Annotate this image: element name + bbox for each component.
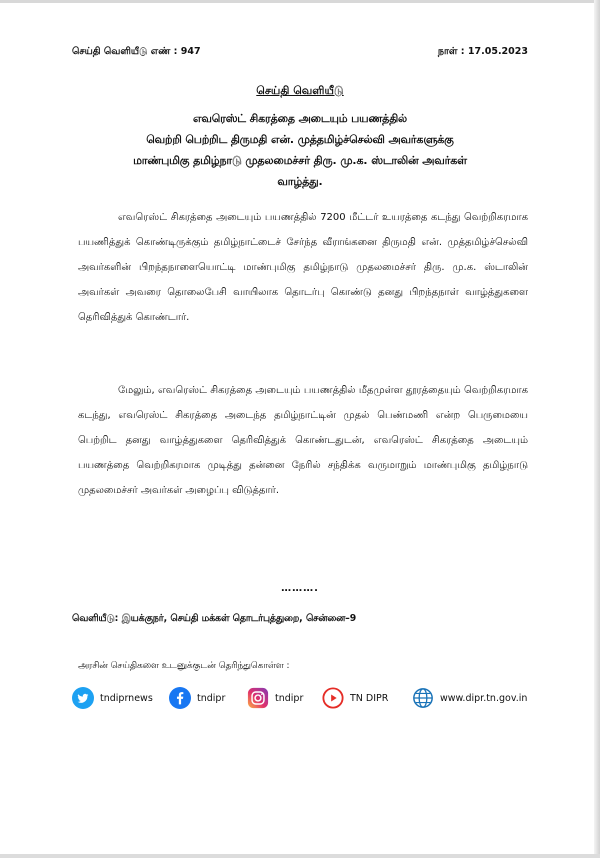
social-link-instagram[interactable] [247, 683, 303, 713]
body-paragraph-1: எவரெஸ்ட் சிகரத்தை அடையும் பயணத்தில் 7200 மீட்டர் உயரத்தை கடந்து வெற்றிகரமாக பயணித்துக் கொண்டிருக்கும் தமிழ்நாட்டைச் சேர்ந்த வீராங்கனை திருமதி என். முத்தமிழ்ச்செல்வி அவர்களின் பிறந்தநாளையொட்டி மாண்புமிகு தமிழ்நாடு முதலமைச்சர் திரு. மு.க. ஸ்டாலின் அவர்கள் அவரை தொலைபேசி வாயிலாக தொடர்பு கொண்டு தனது பிறந்தநாள் வாழ்த்துகளை தெரிவித்துக் கொண்டார். [78, 212, 528, 323]
social-label: www.dipr.tn.gov.in [440, 692, 528, 704]
instagram-icon [247, 687, 269, 709]
headline-line: வாழ்த்து. [277, 175, 323, 188]
separator-dots: ………. [281, 583, 319, 594]
release-number: செய்தி வெளியீடு எண் : 947 [72, 46, 201, 57]
twitter-icon [72, 687, 94, 709]
social-link-youtube[interactable] [322, 683, 388, 713]
facebook-icon [169, 687, 191, 709]
release-header [72, 46, 528, 62]
follow-prompt: அரசின் செய்திகளை உடனுக்குடன் தெரிந்துகொள்ள : [78, 661, 290, 671]
issued-by: வெளியீடு: இயக்குநர், செய்தி மக்கள் தொடர்புத்துறை, சென்னை–9 [72, 613, 357, 624]
youtube-icon [322, 687, 344, 709]
social-label: tndipr [275, 692, 304, 704]
headline-line: எவரெஸ்ட் சிகரத்தை அடையும் பயணத்தில் [192, 112, 408, 125]
release-date: நாள் : 17.05.2023 [437, 46, 528, 57]
headline [60, 108, 540, 192]
body-paragraph-2: மேலும், எவரெஸ்ட் சிகரத்தை அடையும் பயணத்தில் மீதமுள்ள தூரத்தையும் வெற்றிகரமாக கடந்து, எவரெஸ்ட் சிகரத்தை அடைந்த தமிழ்நாட்டின் முதல் பெண்மணி என்ற பெருமையை பெற்றிட தனது வாழ்த்துகளை தெரிவித்துக் கொண்டதுடன், எவரெஸ்ட் சிகரத்தை அடையும் பயணத்தை வெற்றிகரமாக முடித்து தன்னை நேரில் சந்திக்க வருமாறும் மாண்புமிகு தமிழ்நாடு முதலமைச்சர் அவர்கள் அழைப்பு விடுத்தார். [78, 385, 528, 496]
headline-line: வெற்றி பெற்றிட திருமதி என். முத்தமிழ்ச்செல்வி அவர்களுக்கு [146, 133, 454, 146]
social-label: TN DIPR [350, 692, 389, 704]
social-label: tndiprnews [100, 692, 153, 704]
globe-icon [412, 687, 434, 709]
document-title [0, 79, 600, 99]
social-links [72, 683, 542, 713]
social-link-twitter[interactable] [72, 683, 153, 713]
social-label: tndipr [197, 692, 226, 704]
social-link-website[interactable] [412, 683, 527, 713]
document-title-text: செய்தி வெளியீடு [256, 84, 344, 97]
social-link-facebook[interactable] [169, 683, 225, 713]
headline-line: மாண்புமிகு தமிழ்நாடு முதலமைச்சர் திரு. மு.க. ஸ்டாலின் அவர்கள் [133, 154, 467, 167]
